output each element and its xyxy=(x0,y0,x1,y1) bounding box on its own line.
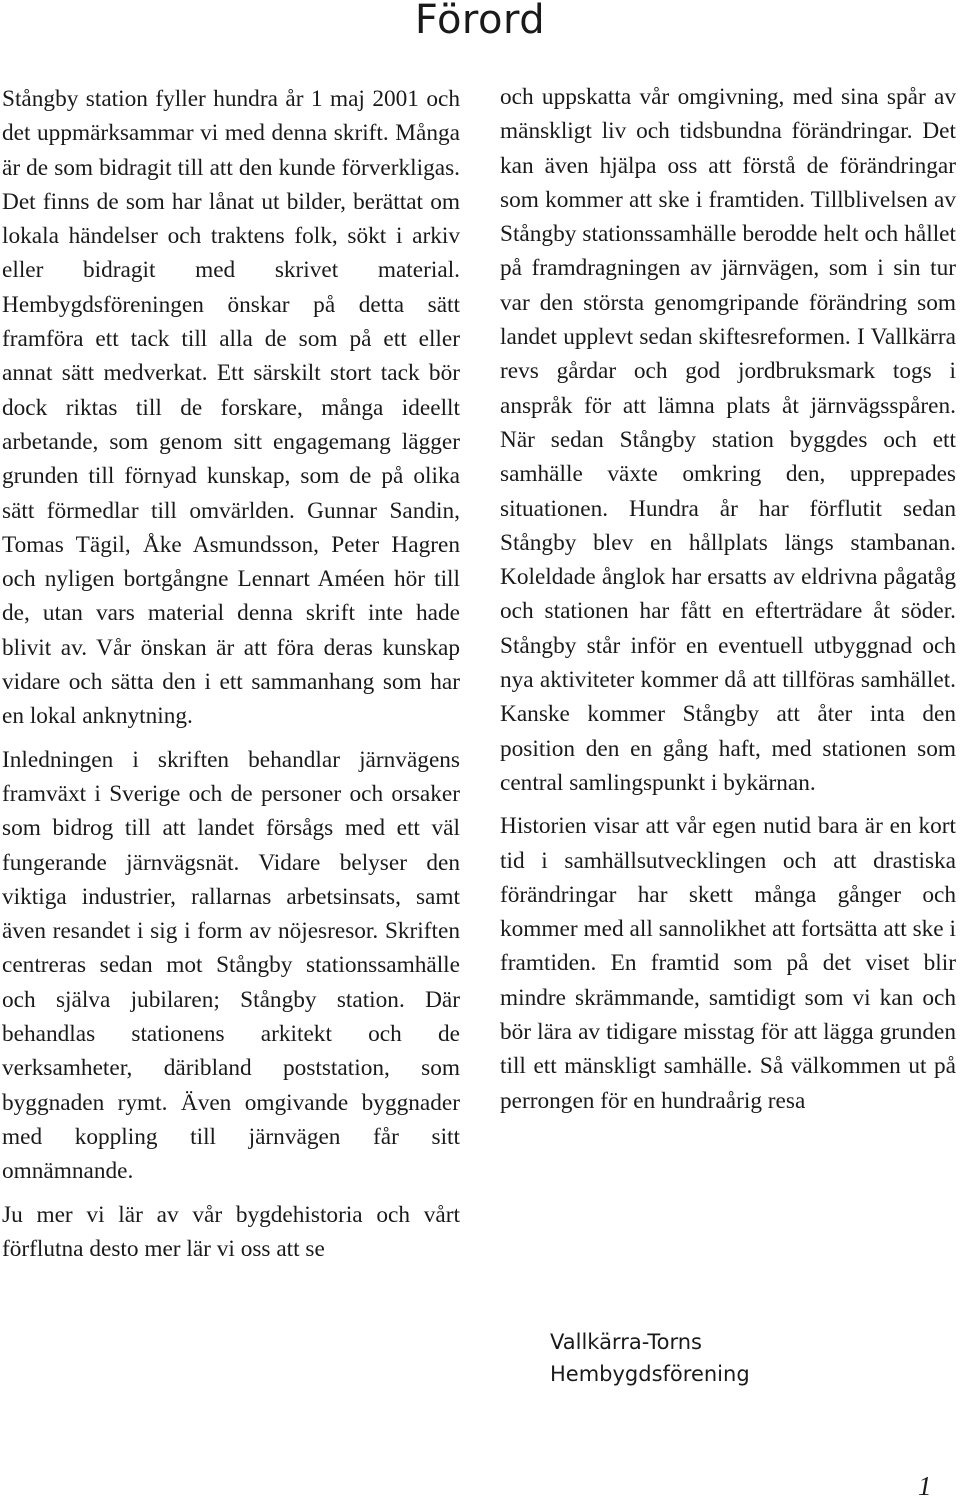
signature-line-1: Vallkärra-Torns xyxy=(550,1330,702,1354)
contents-paragraph: Inledningen i skriften behandlar järnvägens framväxt i Sverige och de personer och orsaker som bidrog till att landet försågs med ett väl fungerande järnvägsnät. Vidare belyser den viktiga industrier, rallarnas arbetsinsats, samt även resandet i sig i form av nöjesresor. Skriften centreras sedan mot Stångby stationssamhälle och själva jubilaren; Stångby station. Där behandlas stationens arkitekt och de verksamheter, däribland poststation, som byggnaden rymt. Även omgivande byggnader med koppling till järnvägen får sitt omnämnande. xyxy=(2,746,460,1185)
right-text-column xyxy=(500,80,956,1118)
signature-line-2: Hembygdsförening xyxy=(550,1362,750,1386)
intro-paragraph: Stångby station fyller hundra år 1 maj 2001 och det uppmärksammar vi med denna skrift. Många är de som bidragit till att den kunde förverkligas. Det finns de som har lånat ut bilder, berättat om lokala händelser och traktens folk, sökt i arkiv eller bidragit med skrivet material. Hembygdsföreningen önskar på detta sätt framföra ett tack till alla de som på ett eller annat sätt medverkat. Ett särskilt stort tack bör dock riktas till de forskare, många ideellt arbetande, som genom sitt engagemang lägger grunden till förnyad kunskap, som de på olika sätt förmedlar till omvärlden. Gunnar Sandin, Tomas Tägil, Åke Asmundsson, Peter Hagren och nyligen bortgångne Lennart Améen hör till de, utan vars material denna skrift inte hade blivit av. Vår önskan är att föra deras kunskap vidare och sätta den i ett sammanhang som har en lokal anknytning. xyxy=(2,86,460,730)
history-paragraph-continued: och uppskatta vår omgivning, med sina spår av mänskligt liv och tidsbundna förändringar. Det kan även hjälpa oss att förstå de förändringar som kommer att ske i framtiden. Tillblivelsen av Stångby stationssamhälle berodde helt och hållet på framdragningen av järnvägen, som i sin tur var den största genomgripande förändring som landet upplevt sedan skiftesreformen. I Vallkärra revs gårdar och god jordbruksmark togs i anspråk för att lämna plats åt järnvägsspåren. När sedan Stångby station byggdes och ett samhälle växte omkring den, upprepades situationen. Hundra år har förflutit sedan Stångby blev en hållplats längs stambanan. Koleldade ånglok har ersatts av eldrivna pågatåg och stationen har fått en efterträdare åt söder. Stångby står inför en eventuell utbyggnad och nya aktiviteter kommer då att tillföras samhället. Kanske kommer Stångby att åter inta den position den en gång haft, med stationen som central samlingspunkt i bykärnan. xyxy=(500,84,956,796)
closing-paragraph: Historien visar att vår egen nutid bara är en kort tid i samhällsutvecklingen och att drastiska förändringar har skett många gånger och kommer med all sannolikhet att fortsätta att ske i framtiden. En framtid som på det viset blir mindre skrämmande, samtidigt som vi kan och bör lära av tidigare misstag för att lägga grunden till ett mänskligt samhälle. Så välkommen ut på perrongen för en hundraårig resa xyxy=(500,813,956,1114)
left-text-column xyxy=(2,82,460,1266)
signature-block xyxy=(550,1326,750,1390)
page-number: 1 xyxy=(918,1471,932,1501)
page-title: Förord xyxy=(414,0,546,43)
history-paragraph-start: Ju mer vi lär av vår bygdehistoria och vårt förflutna desto mer lär vi oss att se xyxy=(2,1201,460,1262)
